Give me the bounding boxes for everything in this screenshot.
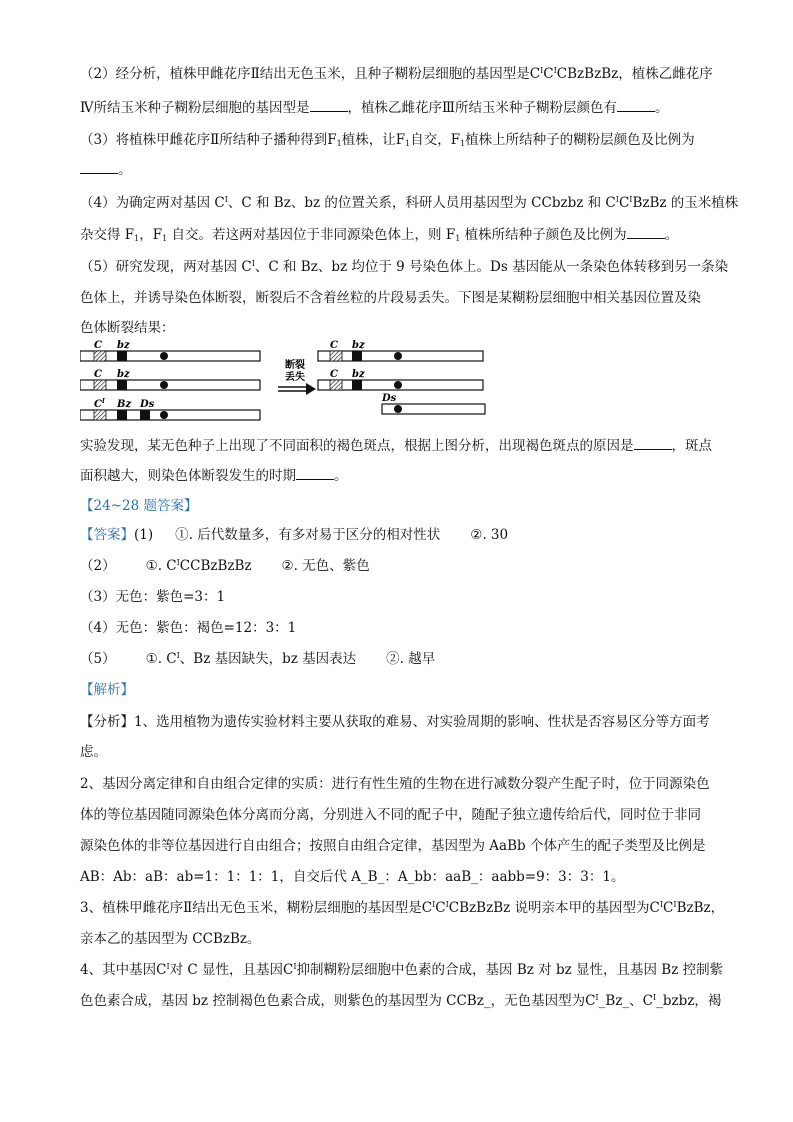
analysis-p4-text-1: 4、其中基因 [80,962,157,978]
analysis-p4-line1: 4、其中基因$C^I$对 C 显性，且基因$C^I$抑制糊粉层细胞中色素的合成，基因 Bz 对 bz 显性，且基因 Bz 控制紫 [80,962,724,978]
gene-label-c: C [330,340,338,351]
q2-text-a: （2）经分析，植株甲雌花序Ⅱ结出无色玉米，且种子糊粉层细胞的基因型是 [80,66,530,82]
q4-text-b: 、C 和 Bz、bz 的位置关系，科研人员用基因型为 CCbzbz 和 [227,195,602,211]
q5-line4 [80,436,712,456]
chromosome-right-3 [381,393,485,414]
gene-label-ds: Ds [140,399,155,410]
analysis-p2-line2: 体的等位基因随同源染色体分离而分离，分别进入不同的配子中，随配子独立遗传给后代，同时位于非同 [80,807,701,823]
analysis-p1-line1: 【分析】1、选用植物为遗传实验材料主要从获取的难易、对实验周期的影响、性状是否容易区分等方面考 [80,714,710,730]
analysis-p4-text-5: _Bz_、 [598,993,643,1009]
q5-line1: （5）研究发现，两对基因 $C^I$、C 和 Bz、bz 均位于 9 号染色体上。Ds 基因能从一条染色体转移到另一条染 [80,259,729,275]
answer-blank [634,437,672,450]
gene-label-bz: bz [352,369,365,380]
analysis-p4-text-6: _bzbz，褐 [656,993,722,1009]
q5-line3 [80,318,175,338]
q5-text-e: 实验发现，某无色种子上出现了不同面积的褐色斑点，根据上图分析，出现褐色斑点的原因是 [80,438,634,454]
analysis-p3-line2: 亲本乙的基因型为 CCBzBz。 [80,931,261,947]
q2-line2 [80,98,669,118]
chromosome-left-2 [80,369,260,390]
analysis-p3-text-3: BzBz， [676,900,725,916]
q5-text-f: ，斑点 [671,438,712,454]
q2-line1: （2）经分析，植株甲雌花序Ⅱ结出无色玉米，且种子糊粉层细胞的基因型是$C^IC^ICBzBzBz$，植株乙雌花序 [80,66,713,82]
gene-label-ds: Ds [382,393,397,404]
q3-text-b: 植株，让 [341,132,396,148]
gene-label-c: C [94,340,102,351]
answer-1-part2: ②. 30 [470,527,509,543]
q4-text-e: 自交。若这两对基因位于非同源染色体上，则 [171,227,442,243]
answer-5-num: （5） [80,651,116,667]
answer-4: （4）无色：紫色：褐色=12：3：1 [80,620,297,636]
answer-tag: 【答案】 [80,527,134,543]
gene-label-ci: $C^I$ [94,398,105,410]
q2-text-c: Ⅳ所结玉米种子糊粉层细胞的基因型是 [80,100,310,116]
q4-text-g: 。 [664,227,679,243]
q5-text-h: 。 [334,468,348,484]
break-arrow [278,358,316,395]
gene-label-bz: bz [117,340,130,351]
answer-blank [627,226,665,239]
gene-label-bz-dominant: Bz [117,399,132,410]
answer-2-num: （2） [80,558,116,574]
q3-line2 [80,160,132,180]
q4-text-f: 植株所结种子颜色及比例为 [464,227,627,243]
chromosome-right-1 [318,340,483,361]
q3-text-d: 植株上所结种子的糊粉层颜色及比例为 [465,132,695,148]
q3-text-a: （3）将植株甲雌花序Ⅱ所结种子播种得到 [80,132,328,148]
answer-1 [80,525,508,545]
answer-1-num: (1) [134,527,154,543]
q4-text-a: （4）为确定两对基因 [80,195,211,211]
analysis-p2-line4: AB：Ab：aB：ab=1：1：1：1，自交后代 A_B_：A_bb：aaB_：aabb=9：3：3：1。 [80,869,625,885]
analysis-p1-line2: 虑。 [80,744,107,760]
analysis-header: 【解析】 [80,682,134,698]
arrow-label-loss: 丢失 [285,372,305,383]
answer-5-part1: 、Bz 基因缺失，bz 基因表达 [179,651,357,667]
answer-3: （3）无色：紫色=3：1 [80,589,226,605]
chromosome-left-1 [80,340,260,361]
analysis-p3-text-2: CBzBzBz 说明亲本甲的基因型为 [448,900,650,916]
analysis-p2-line3: 源染色体的非等位基因进行自由组合；按照自由组合定律，基因型为 AaBb 个体产生的配子类型及比例是 [80,838,706,854]
q3-line1: （3）将植株甲雌花序Ⅱ所结种子播种得到$F_1$植株，让$F_1$自交，$F_1$植株上所结种子的糊粉层颜色及比例为 [80,132,695,148]
chromosome-left-3 [80,398,260,420]
q5-line2 [80,288,701,308]
gene-label-bz: bz [117,369,130,380]
q5-text-d: 色体断裂结果： [80,320,175,336]
chromosome-right-2 [318,369,483,390]
answer-5: （5） ①. $C^I$、Bz 基因缺失，bz 基因表达 ②. 越早 [80,651,436,667]
gene-label-c: C [94,369,102,380]
q4-line2: 杂交得 $F_1$，$F_1$ 自交。若这两对基因位于非同源染色体上，则 $F_1$ 植株所结种子颜色及比例为 。 [80,227,679,243]
analysis-p4-text-3: 抑制糊粉层细胞中色素的合成，基因 Bz 对 bz 显性，且基因 Bz 控制紫 [296,962,724,978]
answer-2-part1: CCBzBzBz [179,558,252,574]
chromosome-diagram [80,338,500,428]
gene-label-c: C [330,369,338,380]
answer-blank [80,161,118,174]
answer-1-part1: ①. 后代数量多，有多对易于区分的相对性状 [175,527,441,543]
answer-2: （2） ①. $C^ICCBzBzBz$ ②. 无色、紫色 [80,558,370,574]
q5-text-g: 面积越大，则染色体断裂发生的时期 [80,468,296,484]
arrow-label-break: 断裂 [285,360,305,371]
q5-text-a: （5）研究发现，两对基因 [80,259,238,275]
gene-label-bz: bz [352,340,365,351]
q2-text-b: ，植株乙雌花序 [618,66,713,82]
q3-text-e: 。 [118,162,132,178]
q4-text-c: BzBz 的玉米植株 [632,195,739,211]
analysis-p4-text-4: 色色素合成，基因 bz 控制褐色色素合成，则紫色的基因型为 CCBz_，无色基因型为 [80,993,586,1009]
answer-blank [617,99,655,112]
answer-5-part2: ②. 越早 [386,651,436,667]
q4-line1: （4）为确定两对基因 $C^I$、C 和 Bz、bz 的位置关系，科研人员用基因型为 CCbzbz 和 $C^IC^IBzBz$ 的玉米植株 [80,195,739,211]
q2-text-e: 。 [655,100,669,116]
analysis-p3-text-1: 3、植株甲雌花序Ⅱ结出无色玉米，糊粉层细胞的基因型是 [80,900,422,916]
q2-text-d: ，植株乙雌花序Ⅲ所结玉米种子糊粉层颜色有 [347,100,618,116]
analysis-p4-text-2: 对 C 显性，且基因 [169,962,284,978]
answer-blank [310,99,348,112]
analysis-p4-line2: 色色素合成，基因 bz 控制褐色色素合成，则紫色的基因型为 CCBz_，无色基因型为$C^I\_Bz\_$、$C^I\_bzbz$，褐 [80,993,722,1009]
answer-blank [296,467,334,480]
q5-text-c: 色体上，并诱导染色体断裂，断裂后不含着丝粒的片段易丢失。下图是某糊粉层细胞中相关基因位置及染 [80,290,701,306]
q3-text-c: 自交， [410,132,451,148]
answer-2-part2: ②. 无色、紫色 [281,558,370,574]
q5-line5 [80,466,348,486]
q5-text-b: 、C 和 Bz、bz 均位于 9 号染色体上。Ds 基因能从一条染色体转移到另一条染 [254,259,729,275]
analysis-p3-line1: 3、植株甲雌花序Ⅱ结出无色玉米，糊粉层细胞的基因型是$C^IC^ICBzBzBz$ 说明亲本甲的基因型为$C^IC^IBzBz$， [80,900,725,916]
q4-text-d: 杂交得 [80,227,121,243]
answers-header: 【24~28 题答案】 [80,498,198,514]
analysis-p2-line1: 2、基因分离定律和自由组合定律的实质：进行有性生殖的生物在进行减数分裂产生配子时，位于同源染色 [80,776,710,792]
